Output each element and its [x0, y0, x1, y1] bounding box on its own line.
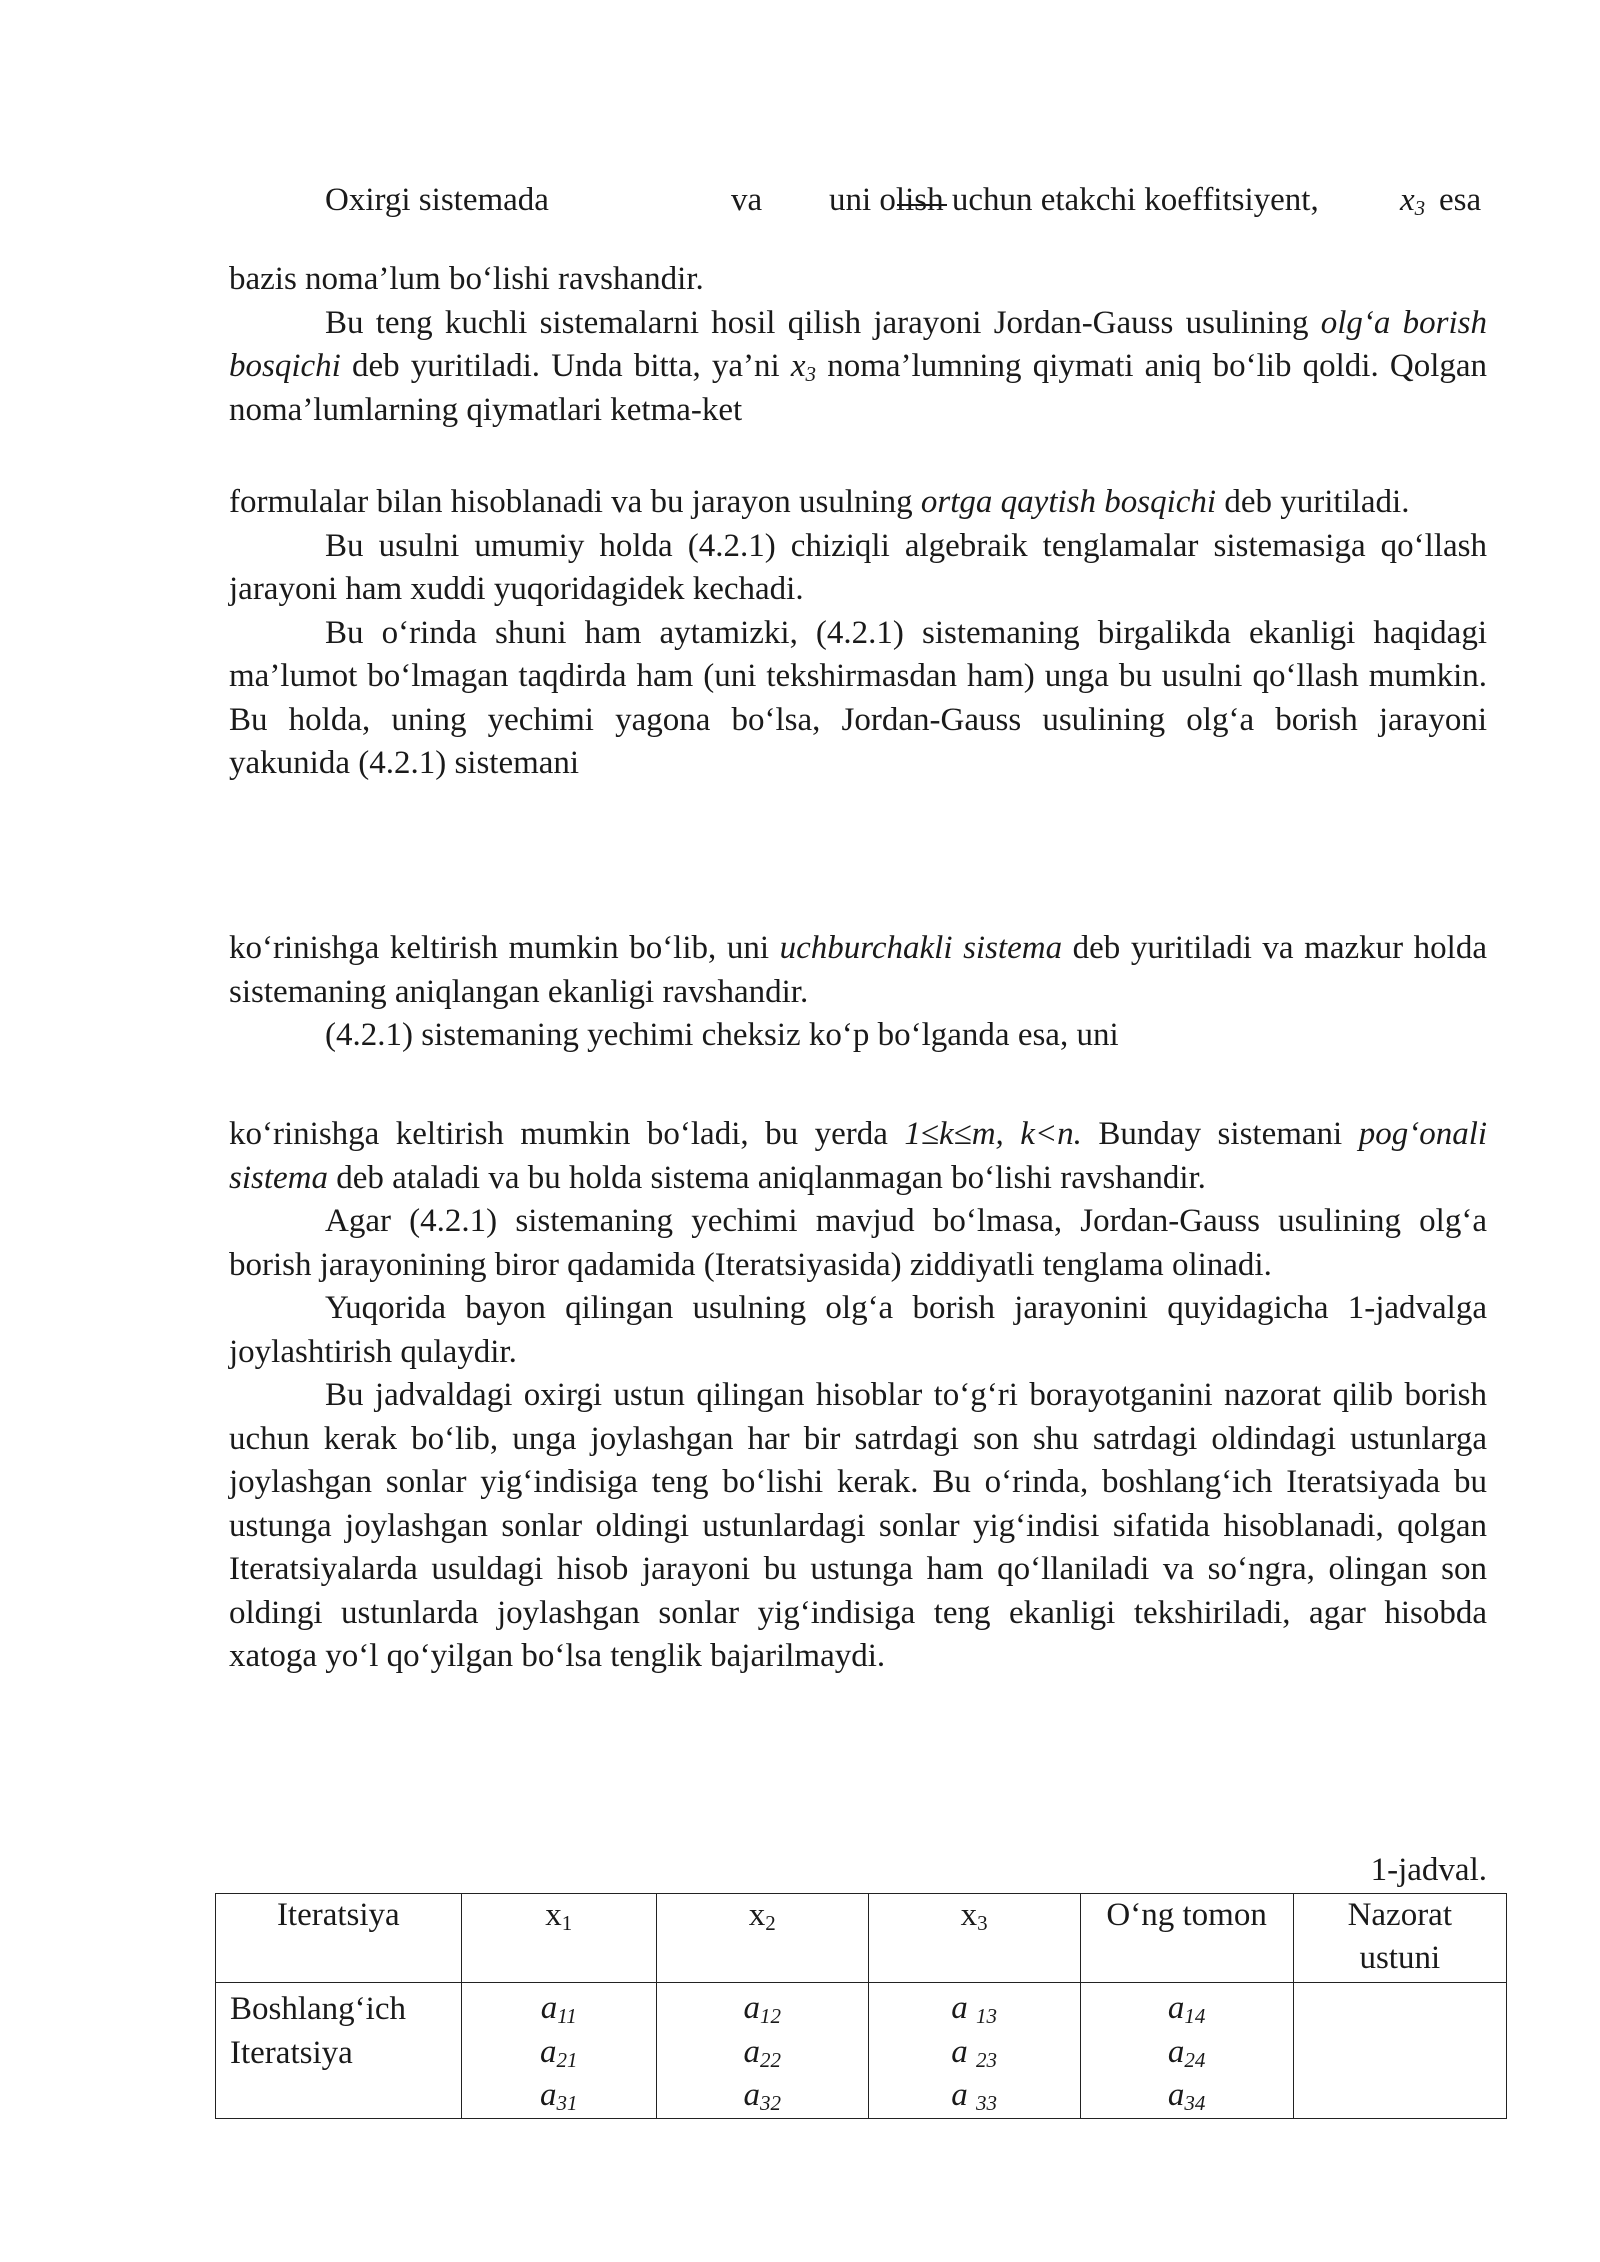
paragraph: Yuqorida bayon qilingan usulning olg‘a borish jarayonini quyidagicha 1-jadvalga joylashtirish qulaydir.: [229, 1290, 1487, 1370]
text-block-4: [229, 1113, 1487, 1679]
paragraph: ko‘rinishga keltirish mumkin bo‘lib, uni uchburchakli sistema deb yuritiladi va mazkur holda sistemaning aniqlangan ekanligi ravshandir.: [229, 930, 1487, 1010]
row-label: Boshlang‘ich Iteratsiya: [216, 1983, 462, 2119]
line1-text-a: Oxirgi sistemada: [325, 182, 549, 218]
paragraph: Bu usulni umumiy holda (4.2.1) chiziqli algebraik tenglamalar sistemasiga qo‘llash jarayoni ham xuddi yuqoridagidek kechadi.: [229, 527, 1487, 607]
text-block-3: [229, 927, 1487, 1058]
paragraph: bazis noma’lum bo‘lishi ravshandir.: [229, 261, 704, 297]
paragraph: (4.2.1) sistemaning yechimi cheksiz ko‘p bo‘lganda esa, uni: [325, 1017, 1119, 1053]
table-header-row: [216, 1894, 1507, 1983]
iteration-table: [215, 1893, 1507, 2119]
line1-text-c: uni olish uchun etakchi koeffitsiyent,: [829, 182, 1319, 218]
line1-var: $x_3$: [1400, 182, 1426, 220]
header-x3: $x_3$: [868, 1894, 1080, 1983]
text-block-1: [229, 258, 1487, 432]
text-block-2: [229, 481, 1487, 786]
paragraph: Bu teng kuchli sistemalarni hosil qilish jarayoni Jordan-Gauss usulining olg‘a borish bosqichi deb yuritiladi. Unda bitta, ya’ni $x_3$ noma’lumning qiymati aniq bo‘lib qoldi. Qolgan noma’lumlarning qiymatlari ketma-ket: [229, 304, 1488, 428]
header-x2: $x_2$: [656, 1894, 868, 1983]
column-right-side-values: $a_{14}$ $a_{24}$ $a_{34}$: [1080, 1983, 1293, 2119]
paragraph: Bu o‘rinda shuni ham aytamizki, (4.2.1) sistemaning birgalikda ekanligi haqidagi ma’lumot bo‘lmagan taqdirda ham (uni tekshirmasdan ham) unga bu usulni qo‘llash mumkin. Bu holda, uning yechimi yagona bo‘lsa, Jordan-Gauss usulining olg‘a borish jarayoni yakunida (4.2.1) sistemani: [229, 614, 1487, 781]
line1-text-b: va: [731, 182, 763, 218]
header-right-side: O‘ng tomon: [1080, 1894, 1293, 1983]
column-x3-values: a $_{13}$ a $_{23}$ a $_{33}$: [868, 1983, 1080, 2119]
paragraph: ko‘rinishga keltirish mumkin bo‘ladi, bu yerda 1≤k≤m, k<n. Bunday sistemani pog‘onali sistema deb ataladi va bu holda sistema aniqlanmagan bo‘lishi ravshandir.: [229, 1116, 1488, 1196]
column-control-values: [1293, 1983, 1506, 2119]
paragraph: formulalar bilan hisoblanadi va bu jarayon usulning ortga qaytish bosqichi deb yuritiladi.: [229, 484, 1410, 520]
table-caption: 1-jadval.: [1370, 1852, 1487, 1888]
column-x2-values: $a_{12}$ $a_{22}$ $a_{32}$: [656, 1983, 868, 2119]
paragraph: Agar (4.2.1) sistemaning yechimi mavjud bo‘lmasa, Jordan-Gauss usulining olg‘a borish jarayonining biror qadamida (Iteratsiyasida) ziddiyatli tenglama olinadi.: [229, 1203, 1487, 1283]
header-control-column: Nazorat ustuni: [1293, 1894, 1506, 1983]
paragraph: Bu jadvaldagi oxirgi ustun qilingan hisoblar to‘g‘ri borayotganini nazorat qilib borish uchun kerak bo‘lib, unga joylashgan har bir satrdagi son shu satrdagi oldindagi ustunlarga joylashgan sonlar yig‘indisiga teng bo‘lishi kerak. Bu o‘rinda, boshlang‘ich Iteratsiyada bu ustunga joylashgan sonlar oldingi ustunlardagi sonlar yig‘indisi sifatida hisoblanadi, qolgan Iteratsiyalarda usuldagi hisob jarayoni bu ustunga ham qo‘llaniladi va so‘ngra, olingan son oldingi ustunlarda joylashgan sonlar yig‘indisiga teng ekanligi tekshiriladi, agar hisobda xatoga yo‘l qo‘yilgan bo‘lsa tenglik bajarilmaydi.: [229, 1377, 1487, 1674]
header-x1: $x_1$: [461, 1894, 656, 1983]
line-with-formula-gaps: [229, 182, 1487, 230]
header-iteratsiya: Iteratsiya: [216, 1894, 462, 1983]
line1-text-d: esa: [1439, 182, 1482, 218]
table-row: [216, 1983, 1507, 2119]
column-x1-values: $a_{11}$ $a_{21}$ $a_{31}$: [461, 1983, 656, 2119]
